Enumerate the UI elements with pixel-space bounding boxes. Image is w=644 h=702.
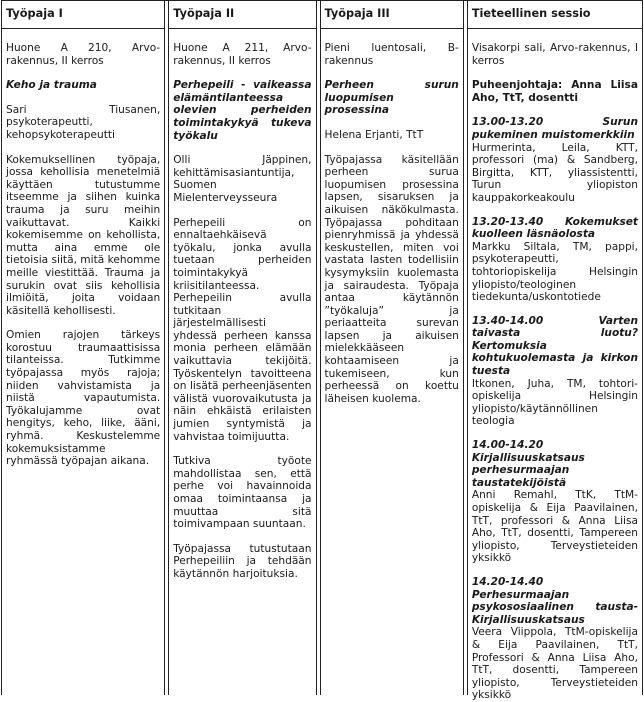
column-scientific-session <box>467 1 643 702</box>
session-item <box>472 439 638 565</box>
column-header: Työpaja II <box>169 7 315 29</box>
session-time-title: 14.00-14.20 Kirjallisuuskatsaus perhesurmaajan taustatekijöistä <box>471 439 585 489</box>
session-time-title: 13.20-13.40 Kokemukset kuolleen läsnäolosta <box>471 215 638 241</box>
session-authors: Veera Viippola, TtM-opiskelija & Eija Paavilainen, TtT, Professori & Anna Liisa Aho, TtT, dosentti, Tampereen yliopisto, Terveystieteiden yksikkö <box>471 626 638 702</box>
location: Pieni luentosali, B-rakennus <box>324 42 459 67</box>
session-item <box>472 116 638 204</box>
description-paragraph: Työpajassa tutustutaan Perhepeiliin ja tehdään käytännön harjoituksia. <box>173 542 312 580</box>
description-paragraph: Tutkiva työote mahdollistaa sen, että perhe voi havainnoida omaa toimintaansa ja muuttaa sitä toimivampaan suuntaan. <box>173 455 312 531</box>
session-time-title: 13.00-13.20 Surun pukeminen muistomerkkiin <box>471 116 638 141</box>
session-authors: Hurmerinta, Leila, KTT, professori (ma) & Sandberg, Birgitta, KTT, yliassistentti, Turun yliopiston kauppakorkeakoulu <box>471 141 638 204</box>
column-header: Tieteellinen sessio <box>468 7 642 29</box>
description-paragraph: Perhepeili on ennaltaehkäisevä työkalu, jonka avulla tuetaan perheiden toimintakykyä kriisitilanteessa. Perhepeilin avulla tutkitaan järjestelmällisesti yhdessä perheen kanssa monia perheen elämään vaikuttavia tekijöitä. Työskentelyn tavoitteena on lisätä perheenjäsenten välistä vuorovaikutusta ja näin ehkäistä erilaisten jumien syntymistä ja vahvistaa toimijuutta. <box>173 216 312 443</box>
session-item <box>472 216 638 304</box>
session-time-title: 13.40-14.00 Varten taivasta luotu? Kertomuksia kohtukuolemasta ja kirkon tuesta <box>471 314 638 378</box>
session-authors: Markku Siltala, TM, pappi, psykoterapeutti, tohtoriopiskelija Helsingin yliopisto/teologinen tiedekunta/uskontotiede <box>471 240 638 304</box>
session-chair: Puheenjohtaja: Anna Liisa Aho, TtT, dosentti <box>471 79 638 104</box>
description-paragraph: Kokemuksellinen työpaja, jossa kehollisia menetelmiä käyttäen tutustumme itseemme ja siihen kuinka trauma ja suru meihin vaikuttavat. Kaikki kokemisemme on kehollista, mutta aina emme ole tietoisia siitä, mitä kehomme meille viestittää. Trauma ja surukin ovat siis kehollisia ilmiöitä, joita voidaan käsitellä kehollisesti. <box>6 153 161 317</box>
column-workshop-1 <box>1 1 165 695</box>
session-item <box>472 576 638 702</box>
location: Huone A 210, Arvo-rakennus, II kerros <box>6 42 161 67</box>
session-time-title: 14.20-14.40 Perhesurmaajan psykososiaalinen tausta- Kirjallisuuskatsaus <box>471 575 638 626</box>
description-paragraph: Työpajassa käsitellään perheen surua luopumisen prosessina lapsen, sisaruksen ja aikuisen näkökulmasta. Työpajassa pohditaan pienryhmissä ja yhdessä keskustellen, miten voi vastata lasten todellisiin kysymyksiin kuolemasta ja sairaudesta. Työpaja antaa käytännön ”työkaluja” ja periaatteita surevan lapsen ja aikuisen mielekkääseen kohtaamiseen ja tukemiseen, kun perheessä on koettu läheisen kuolema. <box>324 153 459 405</box>
column-workshop-2 <box>168 1 316 695</box>
workshop-title: Perhepeili - vaikeassa elämäntilanteessa olevien perheiden toimintakykyä tukeva työkalu <box>173 79 312 142</box>
workshop-title: Keho ja trauma <box>6 79 97 92</box>
speaker: Sari Tiusanen, psykoterapeutti, kehopsykoterapeutti <box>6 103 161 141</box>
description-paragraph: Omien rajojen tärkeys korostuu traumaattisissa tilanteissa. Tutkimme työpajassa myös rajoja; niiden vahvistamista ja niistä vapautumista. Työkalujamme ovat hengitys, keho, liike, ääni, ryhmä. Keskustelemme kokemuksistamme ryhmässä työpajan aikana. <box>6 329 161 468</box>
column-header: Työpaja I <box>2 7 164 29</box>
session-item <box>472 315 638 428</box>
speaker: Helena Erjanti, TtT <box>324 128 424 141</box>
workshop-title: Perheen surun luopumisen prosessina <box>324 79 459 117</box>
session-authors: Itkonen, Juha, TM, tohtori-opiskelija Helsingin yliopisto/käytännöllinen teologia <box>471 377 638 428</box>
column-header: Työpaja III <box>321 7 463 29</box>
session-authors: Anni Remahl, TtK, TtM-opiskelija & Eija Paavilainen, TtT, professori & Anna Liisa Aho, TtT, dosentti, Tampereen yliopisto, Terveystieteiden yksikkö <box>471 489 638 565</box>
speaker: Olli Jäppinen, kehittämisasiantuntija, Suomen Mielenterveysseura <box>173 154 312 204</box>
location: Huone A 211, Arvo-rakennus, II kerros <box>173 42 312 67</box>
program-table <box>1 0 643 702</box>
column-workshop-3 <box>320 1 464 695</box>
location: Visakorpi sali, Arvo-rakennus, I kerros <box>471 42 638 67</box>
